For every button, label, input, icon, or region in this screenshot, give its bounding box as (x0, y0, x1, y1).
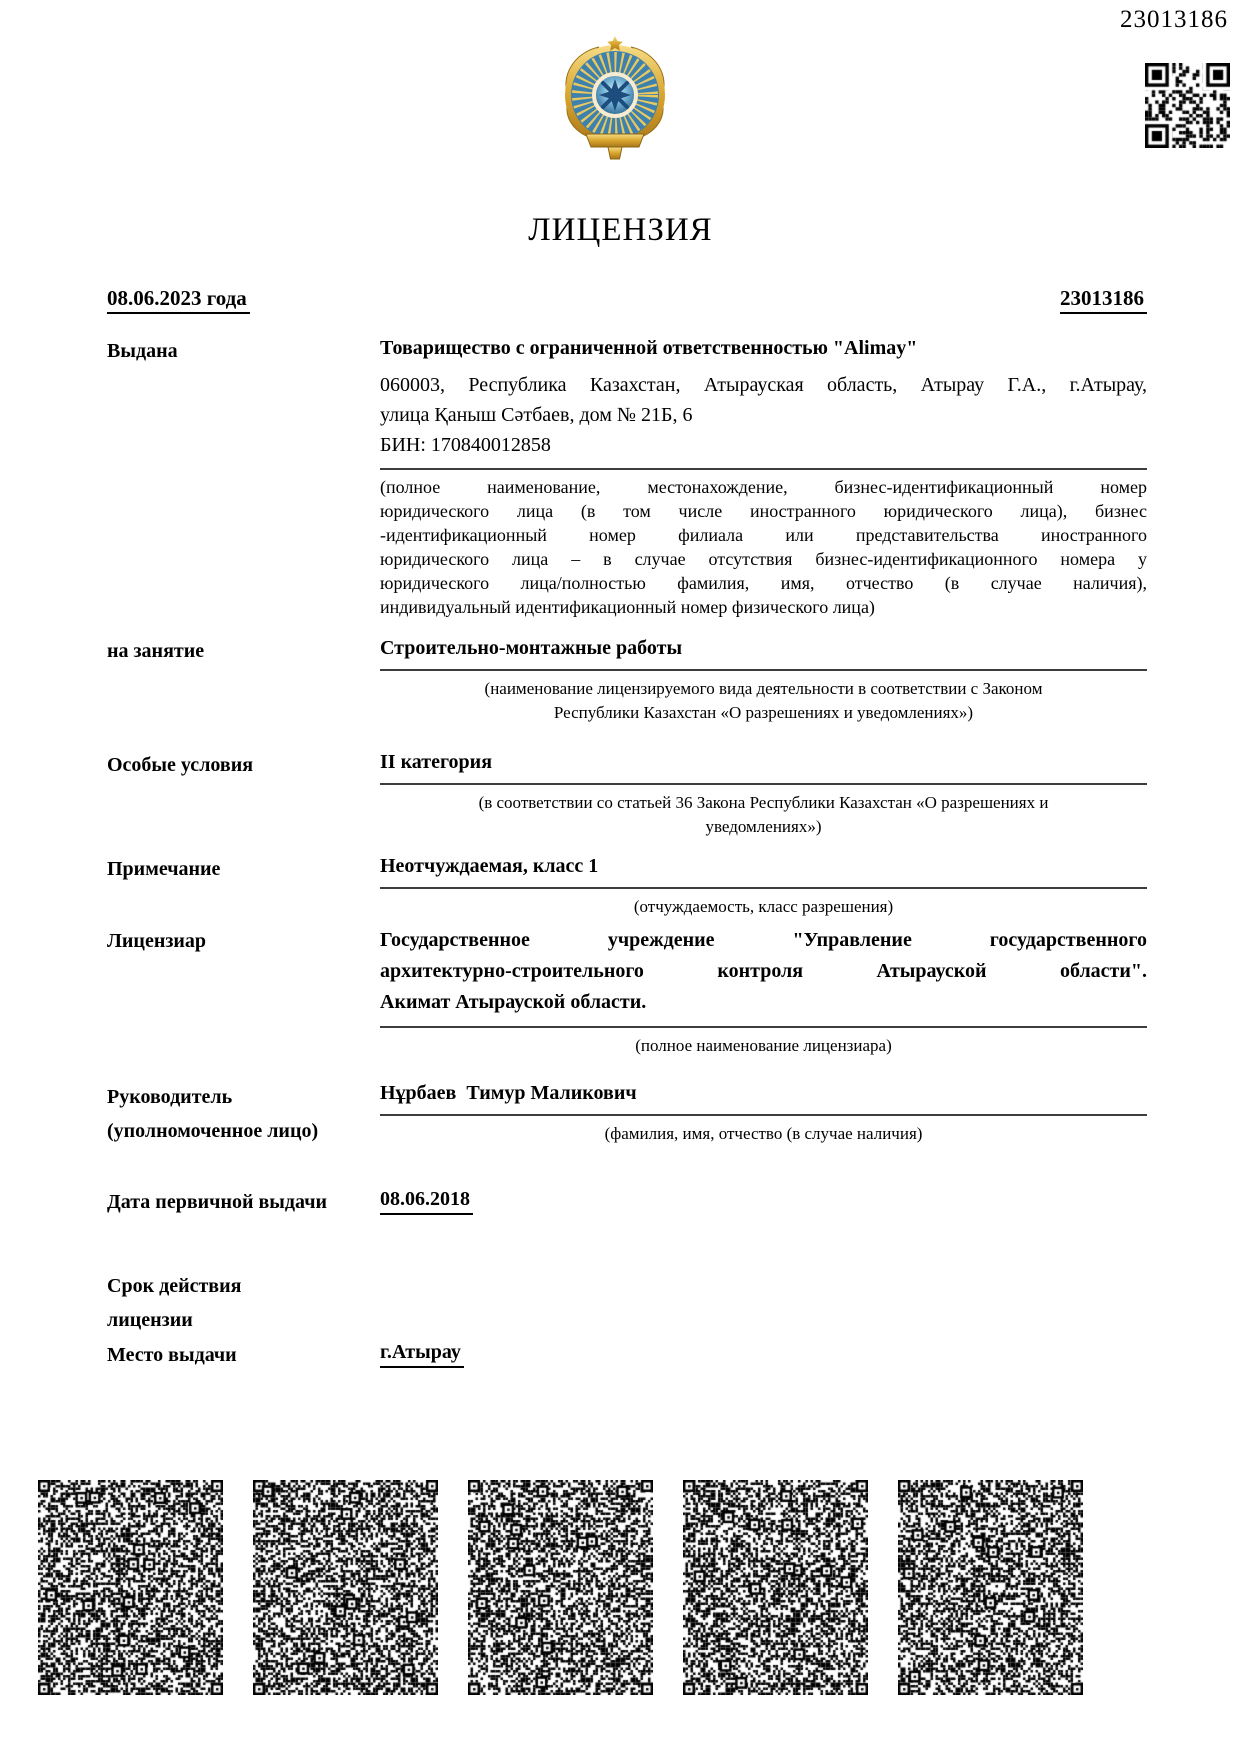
licensor-footnote: (полное наименование лицензиара) (635, 1036, 892, 1055)
issue-date: 08.06.2023 года (107, 286, 250, 314)
separator-line (380, 1026, 1147, 1028)
separator-line (380, 887, 1147, 889)
document-body (107, 286, 1147, 1372)
barcode-block-3 (468, 1480, 653, 1695)
separator-line (380, 468, 1147, 470)
section-issued-to (107, 335, 1147, 619)
activity-label: на занятие (107, 640, 205, 662)
issue-place-label: Место выдачи (107, 1344, 237, 1366)
section-validity-period (107, 1269, 1147, 1337)
issued-to-footnote: (полное наименование, местонахождение, бизнес-идентификационный номер юридического лица (в том числе иностранного юридического лица), бизнес -идентификационный номер филиала или представительства иностранного юридического лица – в случае отсутствия бизнес-идентификационного номера у юридического лица/полностью фамилия, имя, отчество (в случае наличия), индивидуальный идентификационный номер физического лица) (380, 477, 1147, 617)
barcode-block-1 (38, 1480, 223, 1695)
barcode-block-4 (683, 1480, 868, 1695)
section-head (107, 1080, 1147, 1148)
first-issue-label: Дата первичной выдачи (107, 1191, 328, 1213)
company-bin: БИН: 170840012858 (380, 434, 551, 456)
head-footnote: (фамилия, имя, отчество (в случае наличия) (604, 1124, 923, 1143)
licensor-label: Лицензиар (107, 930, 207, 952)
separator-line (380, 669, 1147, 671)
licensor-value: Государственное учреждение "Управление государственного архитектурно-строительного контроля Атырауской области". Акимат Атырауской области. (380, 929, 1147, 1013)
barcode-block-2 (253, 1480, 438, 1695)
qr-code-icon (1145, 63, 1230, 148)
section-remark (107, 853, 1147, 919)
top-right-document-number: 23013186 (1120, 6, 1228, 33)
head-label: Руководитель (уполномоченное лицо) (107, 1086, 319, 1142)
license-number: 23013186 (1060, 286, 1147, 314)
activity-value: Строительно-монтажные работы (380, 637, 683, 659)
kazakhstan-emblem-icon (553, 34, 677, 166)
company-name: Товарищество с ограниченной ответственностью "Alimay" (380, 337, 918, 359)
document-title: ЛИЦЕНЗИЯ (528, 212, 713, 248)
head-name: Нұрбаев Тимур Маликович (380, 1082, 637, 1104)
separator-line (380, 1114, 1147, 1116)
date-and-number-row (107, 286, 1147, 314)
first-issue-date-value: 08.06.2018 (380, 1186, 473, 1215)
remark-value: Неотчуждаемая, класс 1 (380, 855, 599, 877)
activity-footnote: (наименование лицензируемого вида деятельности в соответствии с Законом Республики Казахстан «О разрешениях и уведомлениях») (484, 679, 1043, 722)
special-conditions-label: Особые условия (107, 754, 254, 776)
remark-footnote: (отчуждаемость, класс разрешения) (633, 897, 894, 916)
section-issue-place (107, 1339, 1147, 1372)
issued-to-label: Выдана (107, 340, 178, 362)
section-special-conditions (107, 749, 1147, 839)
section-first-issue-date (107, 1186, 1147, 1219)
special-conditions-footnote: (в соответствии со статьей 36 Закона Республики Казахстан «О разрешениях и уведомлениях») (478, 793, 1049, 836)
separator-line (380, 783, 1147, 785)
security-barcode-strip (38, 1480, 1083, 1695)
section-licensor (107, 925, 1147, 1058)
validity-label: Срок действия лицензии (107, 1275, 242, 1331)
company-address: 060003, Республика Казахстан, Атырауская область, Атырау Г.А., г.Атырау, улица Қаныш Сәтбаев, дом № 21Б, 6 (380, 374, 1147, 426)
special-conditions-value: II категория (380, 751, 493, 773)
barcode-block-5 (898, 1480, 1083, 1695)
section-activity (107, 635, 1147, 725)
issue-place-value: г.Атырау (380, 1339, 464, 1368)
remark-label: Примечание (107, 858, 221, 880)
